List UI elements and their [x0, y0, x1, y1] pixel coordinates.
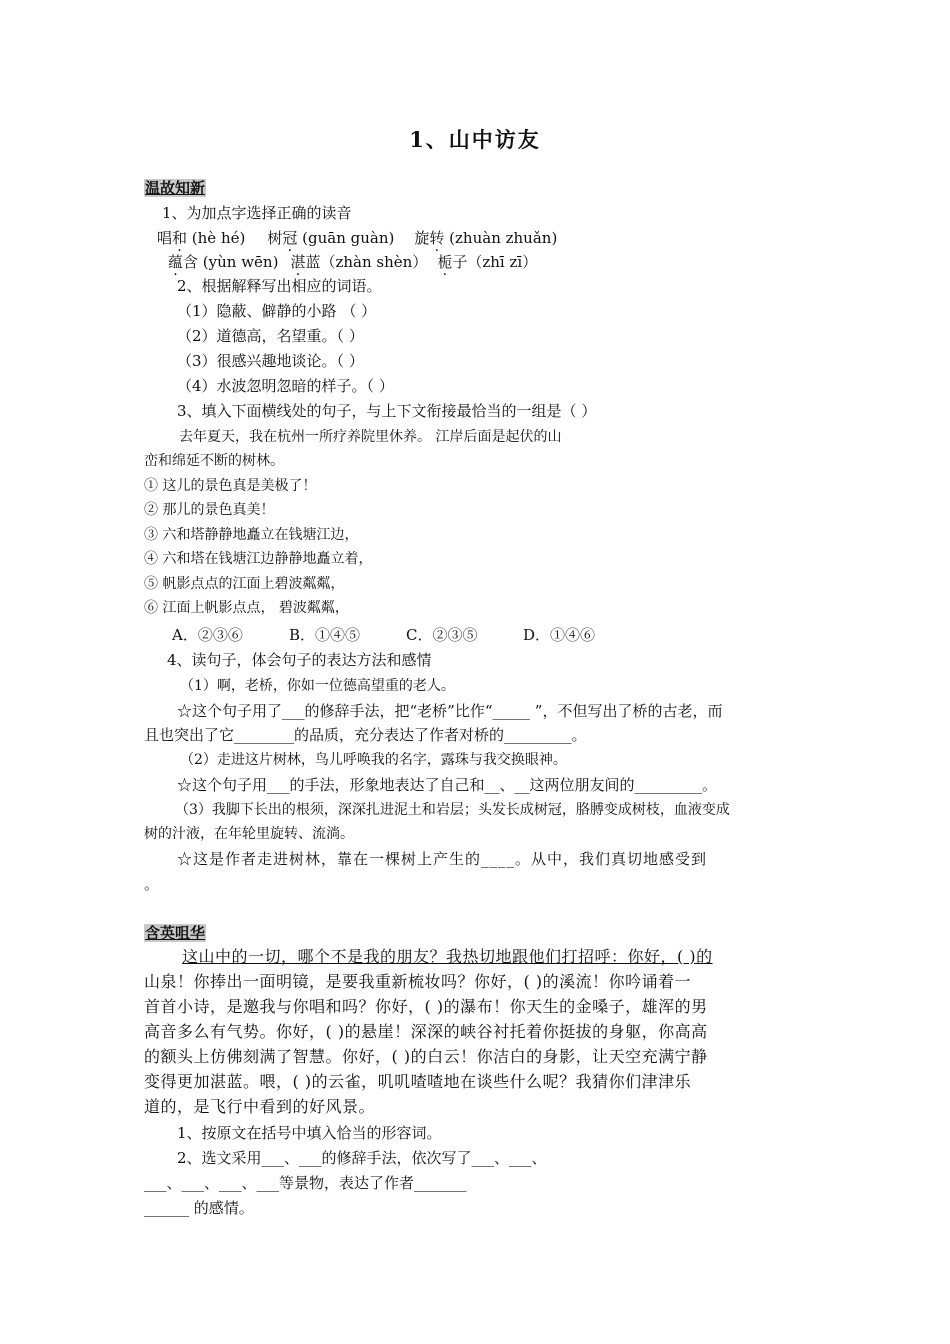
q4-sentence-2: （2）走进这片树林，鸟儿呼唤我的名字，露珠与我交换眼神。 — [180, 752, 567, 768]
q3-option: ④ 六和塔在钱塘江边静静地矗立着， — [144, 551, 373, 567]
q3-option: ⑤ 帆影点点的江面上碧波粼粼， — [144, 576, 345, 592]
q4-sentence-1: （1）啊，老桥，你如一位德高望重的老人。 — [180, 678, 455, 694]
pinyin-item: 唱和 (hè hé) — [157, 229, 246, 247]
q3-choice-d: D．①④⑥ — [523, 626, 596, 644]
dotted-char: 转 — [429, 229, 445, 247]
dotted-char: 冠 — [282, 229, 298, 247]
section-heading-review — [144, 178, 206, 198]
passage-line: 的额头上仿佛刻满了智慧。你好，( )的白云！你洁白的身影，让天空充满宁静 — [144, 1047, 708, 1066]
page-title: 1、山中访友 — [409, 127, 541, 152]
q1-pinyin-row-1 — [157, 228, 557, 248]
q2-item: （4）水波忽明忽暗的样子。（ ） — [177, 377, 394, 395]
q2-item: （3）很感兴趣地谈论。（ ） — [177, 352, 364, 370]
q1-pinyin-row-2 — [168, 252, 537, 272]
q1-prompt: 1、为加点字选择正确的读音 — [162, 204, 352, 222]
s2-q2-line: 2、选文采用___、___的修辞手法，依次写了___、___、 — [177, 1149, 547, 1167]
s2-q2-line: ___、___、___、___等景物，表达了作者_______ — [144, 1174, 467, 1192]
q4-sentence-3: （3）我脚下长出的根须，深深扎进泥土和岩层；头发长成树冠，胳膊变成树枝，血液变成 — [175, 802, 730, 818]
q3-passage-line: 去年夏天，我在杭州一所疗养院里休养。 江岸后面是起伏的山 — [179, 429, 562, 445]
pinyin-item: 湛蓝（zhàn shèn） — [290, 253, 428, 271]
q2-item: （1）隐蔽、僻静的小路 （ ） — [177, 302, 377, 320]
passage-line: 这山中的一切，哪个不是我的朋友？我热切地跟他们打招呼：你好，( )的 — [182, 947, 713, 966]
pinyin-item: 栀子（zhī zī） — [437, 253, 538, 271]
s2-q2-line: ______ 的感情。 — [144, 1199, 254, 1217]
section-heading-reading — [144, 923, 206, 943]
q3-option: ① 这儿的景色真是美极了！ — [144, 478, 317, 494]
q4-question-line: ☆这是作者走进树林，靠在一棵树上产生的____。从中，我们真切地感受到 — [177, 850, 708, 868]
s2-q1: 1、按原文在括号中填入恰当的形容词。 — [177, 1124, 442, 1142]
pinyin-item: 蕴含 (yùn wēn) — [168, 253, 279, 271]
dotted-char: 栀 — [437, 253, 453, 271]
q3-choice-c: C．②③⑤ — [406, 626, 478, 644]
q4-question-line: 。 — [144, 875, 160, 893]
q4-question-line: ☆这个句子用了___的修辞手法，把“老桥”比作“_____ ”，不但写出了桥的古老，而 — [177, 702, 723, 720]
q3-option: ⑥ 江面上帆影点点， 碧波粼粼， — [144, 600, 349, 616]
section-heading-label: 含英咀华 — [145, 924, 206, 942]
passage-line: 高音多么有气势。你好，( )的悬崖！深深的峡谷衬托着你挺拔的身躯，你高高 — [144, 1022, 708, 1041]
section-heading-label: 温故知新 — [145, 179, 206, 197]
passage-line: 首首小诗，是邀我与你唱和吗？你好，( )的瀑布！你天生的金嗓子，雄浑的男 — [144, 997, 708, 1016]
pinyin-item: 旋转 (zhuàn zhuǎn) — [414, 229, 558, 247]
passage-line: 变得更加湛蓝。喂，( )的云雀，叽叽喳喳地在谈些什么呢？我猜你们津津乐 — [144, 1072, 692, 1091]
q4-question-line: 且也突出了它________的品质，充分表达了作者对桥的_________。 — [144, 726, 587, 744]
q4-question-line: ☆这个句子用___的手法，形象地表达了自己和__、__这两位朋友间的_________。 — [177, 776, 718, 794]
dotted-char: 和 — [172, 229, 188, 247]
q3-option: ② 那儿的景色真美！ — [144, 502, 275, 518]
q2-item: （2）道德高，名望重。（ ） — [177, 327, 364, 345]
q3-choice-b: B．①④⑤ — [289, 626, 361, 644]
passage-line: 山泉！你捧出一面明镜，是要我重新梳妆吗？你好，( )的溪流！你吟诵着一 — [144, 972, 692, 991]
q4-prompt: 4、读句子，体会句子的表达方法和感情 — [167, 651, 432, 669]
passage-line: 道的，是飞行中看到的好风景。 — [144, 1097, 376, 1116]
dotted-char: 湛 — [290, 253, 306, 271]
dotted-char: 蕴 — [168, 253, 184, 271]
q2-prompt: 2、根据解释写出相应的词语。 — [177, 277, 382, 295]
q4-sentence-3-cont: 树的汁液，在年轮里旋转、流淌。 — [144, 826, 354, 842]
q3-choice-a: A．②③⑥ — [172, 626, 243, 644]
pinyin-item: 树冠 (guān guàn) — [267, 229, 395, 247]
q3-passage-line: 峦和绵延不断的树林。 — [144, 453, 284, 469]
q3-prompt: 3、填入下面横线处的句子，与上下文衔接最恰当的一组是（ ） — [177, 402, 597, 420]
q3-option: ③ 六和塔静静地矗立在钱塘江边， — [144, 527, 359, 543]
